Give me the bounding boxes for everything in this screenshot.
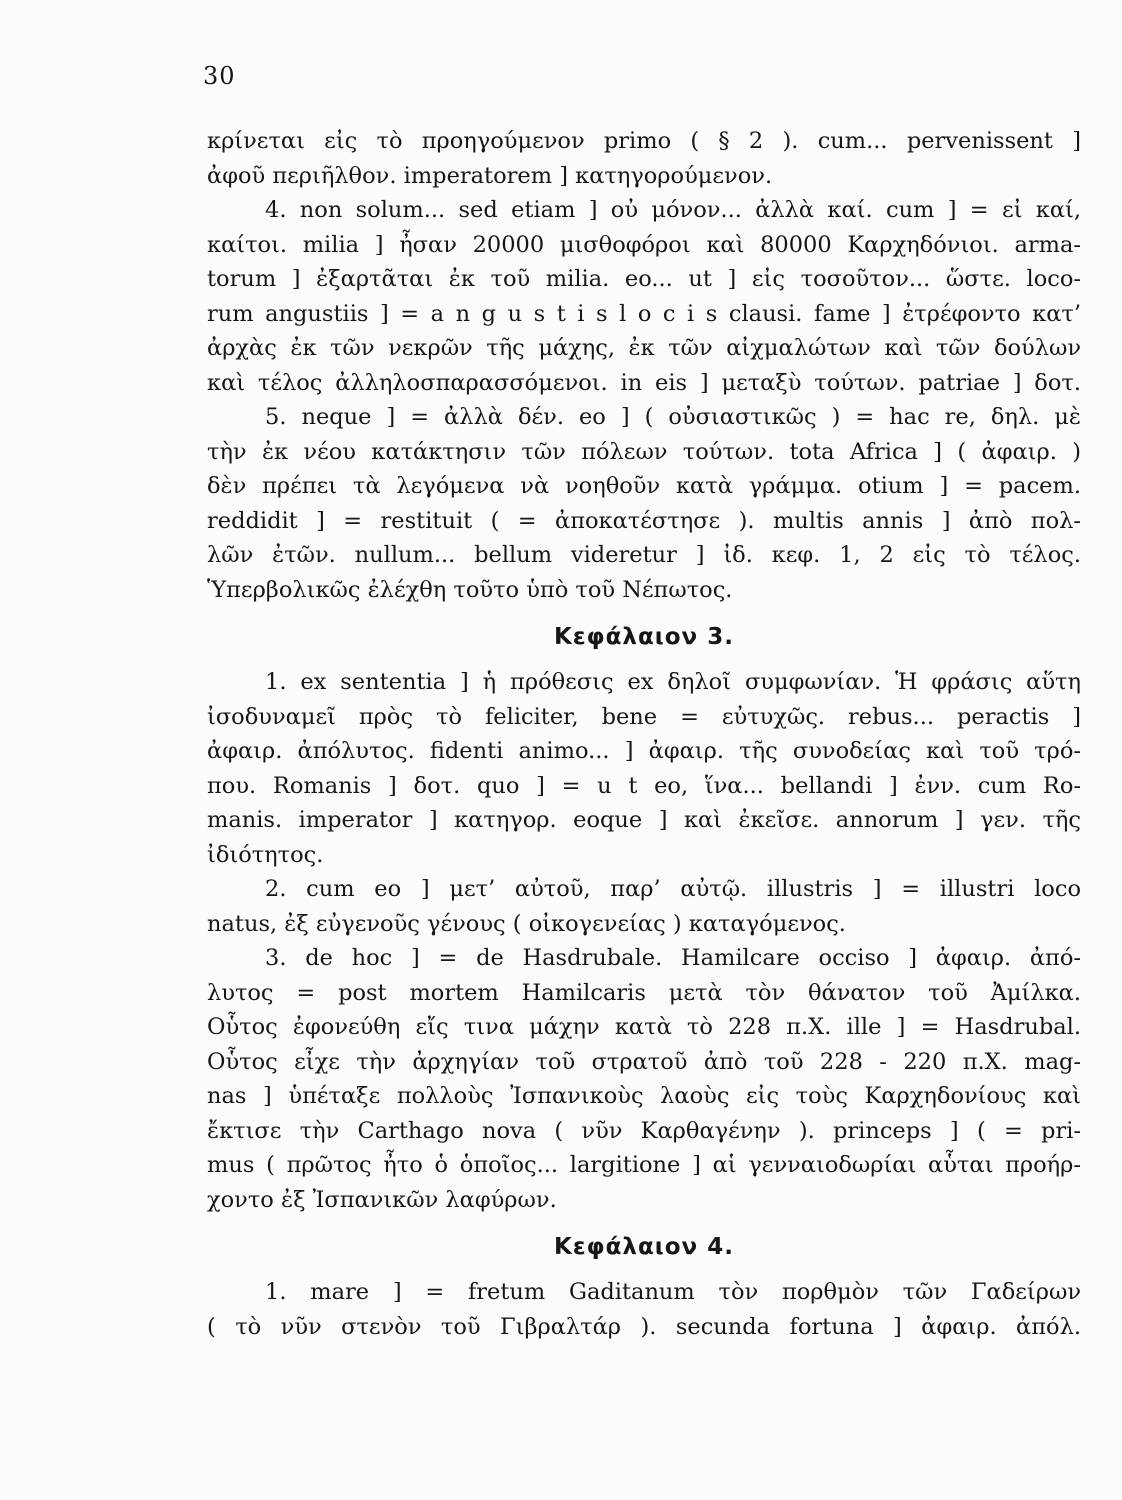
text-line: 3. de hoc ] = de Hasdrubale. Hamilcare occiso ] ἀφαιρ. ἀπό- bbox=[265, 945, 1081, 971]
text-line: rum angustiis ] = a n g u s t i s l o c i s clausi. fame ] ἐτρέφοντο κατ’ bbox=[207, 300, 1081, 327]
chapter-3-heading-row bbox=[207, 617, 1081, 657]
text-line: χοντο ἐξ Ἰσπανικῶν λαφύρων. bbox=[207, 1186, 557, 1213]
text-line: manis. imperator ] κατηγορ. eoque ] καὶ ἐκεῖσε. annorum ] γεν. τῆς bbox=[207, 807, 1081, 833]
text-line: καὶ τέλος ἀλληλοσπαρασσόμενοι. in eis ] μεταξὺ τούτων. patriae ] δοτ. bbox=[207, 369, 1081, 396]
commentary-text bbox=[207, 124, 1081, 1344]
text-line: torum ] ἐξαρτᾶται ἐκ τοῦ milia. eo... ut ] εἰς τοσοῦτον... ὥστε. loco- bbox=[207, 266, 1081, 292]
chapter-heading: Κεφάλαιον 4. bbox=[554, 1234, 734, 1260]
text-line: Οὗτος ἐφονεύθη εἴς τινα μάχην κατὰ τὸ 228 π.Χ. ille ] = Hasdrubal. bbox=[207, 1014, 1081, 1040]
section-chapter-2-notes bbox=[207, 124, 1081, 607]
text-line: 1. mare ] = fretum Gaditanum τὸν πορθμὸν τῶν Γαδείρων bbox=[265, 1279, 1081, 1305]
text-line: καίτοι. milia ] ἦσαν 20000 μισθοφόροι καὶ 80000 Καρχηδόνιοι. arma- bbox=[207, 231, 1081, 258]
text-line: Ὑπερβολικῶς ἐλέχθη τοῦτο ὑπὸ τοῦ Νέπωτος. bbox=[207, 576, 733, 603]
text-line: ἰσοδυναμεῖ πρὸς τὸ feliciter, bene = εὐτυχῶς. rebus... peractis ] bbox=[207, 703, 1081, 730]
text-line: λῶν ἐτῶν. nullum... bellum videretur ] ἰδ. κεφ. 1, 2 εἰς τὸ τέλος. bbox=[207, 542, 1081, 568]
text-line: reddidit ] = restituit ( = ἀποκατέστησε ). multis annis ] ἀπὸ πολ- bbox=[207, 507, 1081, 534]
text-line: 1. ex sententia ] ἡ πρόθεσις ex δηλοῖ συμφωνίαν. Ἡ φράσις αὕτη bbox=[265, 669, 1081, 695]
text-line: mus ( πρῶτος ἦτο ὁ ὁποῖος... largitione ] αἱ γενναιοδωρίαι αὗται προήρ- bbox=[207, 1152, 1081, 1178]
text-line: ἀφοῦ περιῆλθον. imperatorem ] κατηγορούμενον. bbox=[207, 162, 773, 189]
text-line: που. Romanis ] δοτ. quo ] = u t eo, ἵνα... bellandi ] ἐνν. cum Ro- bbox=[207, 772, 1081, 799]
text-line: τὴν ἐκ νέου κατάκτησιν τῶν πόλεων τούτων. tota Africa ] ( ἀφαιρ. ) bbox=[207, 438, 1081, 465]
text-line: ἔκτισε τὴν Carthago nova ( νῦν Καρθαγένην ). princeps ] ( = pri- bbox=[207, 1117, 1081, 1144]
text-line: ( τὸ νῦν στενὸν τοῦ Γιβραλτάρ ). secunda fortuna ] ἀφαιρ. ἀπόλ. bbox=[207, 1313, 1081, 1340]
text-line: ἰδιότητος. bbox=[207, 841, 324, 868]
text-line: Οὗτος εἶχε τὴν ἀρχηγίαν τοῦ στρατοῦ ἀπὸ τοῦ 228 - 220 π.Χ. mag- bbox=[207, 1048, 1081, 1075]
section-chapter-4-notes bbox=[207, 1275, 1081, 1344]
text-line: natus, ἐξ εὐγενοῦς γένους ( οἰκογενείας ) καταγόμενος. bbox=[207, 910, 846, 937]
section-chapter-3-notes bbox=[207, 665, 1081, 1217]
text-line: nas ] ὑπέταξε πολλοὺς Ἰσπανικοὺς λαοὺς εἰς τοὺς Καρχηδονίους καὶ bbox=[207, 1083, 1081, 1109]
chapter-heading: Κεφάλαιον 3. bbox=[554, 624, 734, 650]
text-line: ἀρχὰς ἐκ τῶν νεκρῶν τῆς μάχης, ἐκ τῶν αἰχμαλώτων καὶ τῶν δούλων bbox=[207, 335, 1081, 361]
text-line: κρίνεται εἰς τὸ προηγούμενον primo ( § 2 ). cum... pervenissent ] bbox=[207, 128, 1081, 154]
chapter-4-heading-row bbox=[207, 1227, 1081, 1267]
text-line: λυτος = post mortem Hamilcaris μετὰ τὸν θάνατον τοῦ Ἀμίλκα. bbox=[207, 979, 1081, 1006]
text-line: 5. neque ] = ἀλλὰ δέν. eo ] ( οὐσιαστικῶς ) = hac re, δηλ. μὲ bbox=[265, 404, 1081, 430]
text-line: δὲν πρέπει τὰ λεγόμενα νὰ νοηθοῦν κατὰ γράμμα. otium ] = pacem. bbox=[207, 473, 1081, 499]
text-line: 4. non solum... sed etiam ] οὐ μόνον... ἀλλὰ καί. cum ] = εἰ καί, bbox=[265, 197, 1081, 223]
text-line: ἀφαιρ. ἀπόλυτος. fidenti animo... ] ἀφαιρ. τῆς συνοδείας καὶ τοῦ τρό- bbox=[207, 738, 1081, 764]
text-line: 2. cum eo ] μετ’ αὐτοῦ, παρ’ αὐτῷ. illustris ] = illustri loco bbox=[265, 876, 1081, 902]
page-number: 30 bbox=[203, 62, 236, 90]
